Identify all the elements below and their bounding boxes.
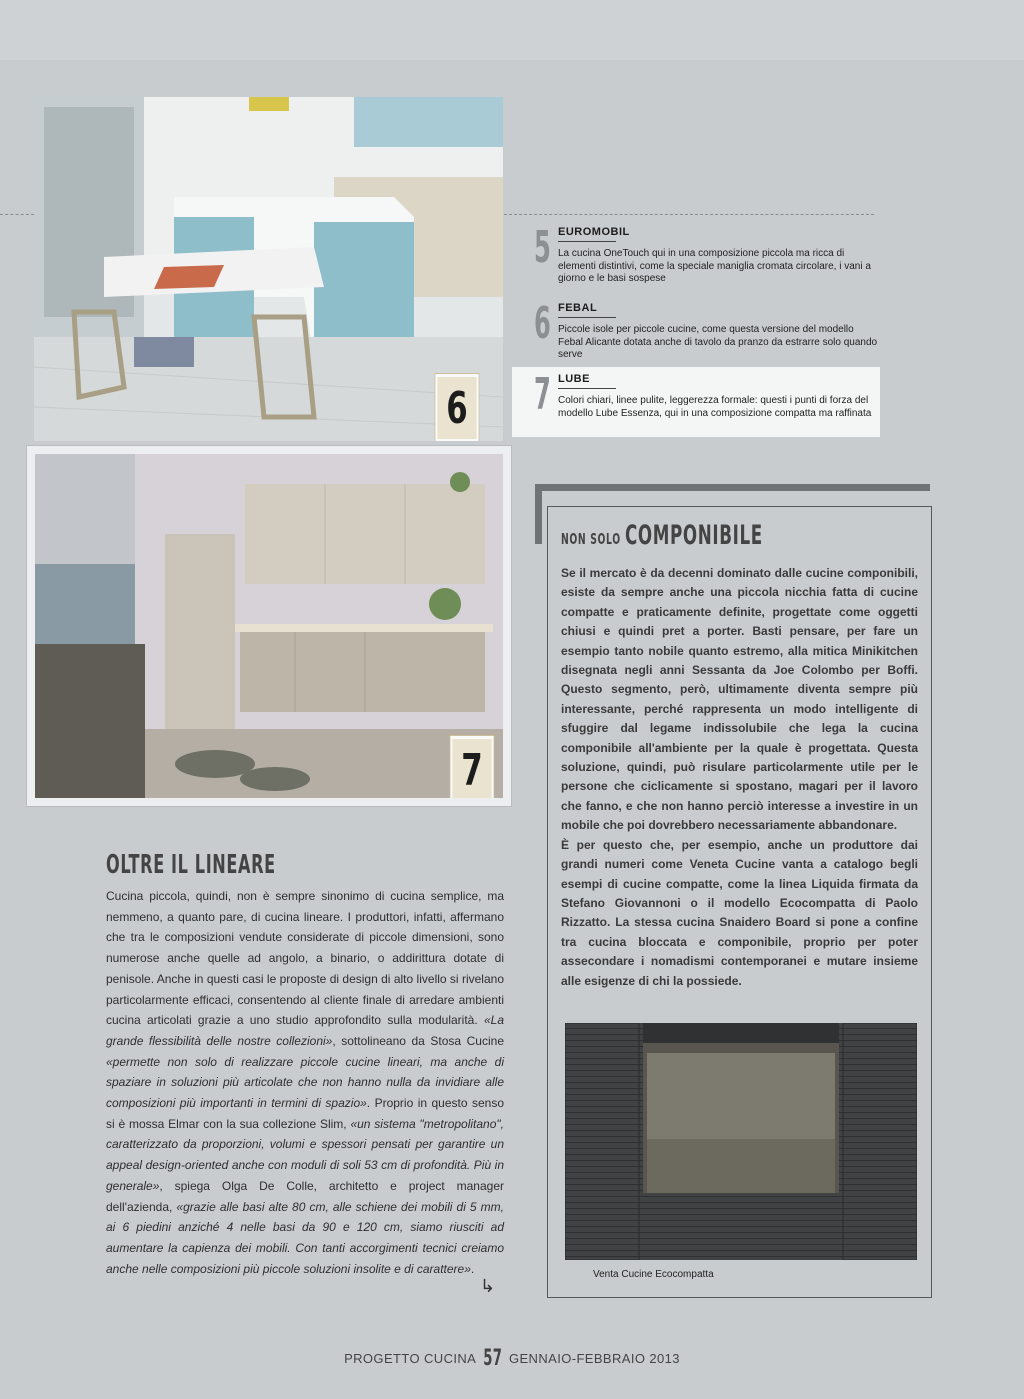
sidebar-heading-big: COMPONIBILE: [625, 520, 764, 551]
photo-febal-kitchen: [34, 97, 503, 441]
article-text: , spiega Olga De Colle, architetto e project manager dell'azienda,: [106, 1178, 504, 1214]
article-quote: «La grande flessibilità delle nostre collezioni»: [106, 1013, 504, 1048]
article-intro: Cucina piccola, quindi, non è sempre sinonimo di cucina semplice, ma nemmeno, a quanto pare, di cucina lineare. I produttori, infatti, affermano che tra le composizioni vendute considerate di piccole dimensioni, sono numerose anche quelle ad angolo, a binario, o addirittura dotate di penisole. Anche in questi casi le proposte di design di alto livello si rivelano particolarmente efficaci, consentendo al cliente finale di arredare ambienti cucina articolati grazie a uno studio approfondito sulla modularità.: [106, 889, 504, 1028]
article-paragraph: [106, 886, 504, 1279]
caption-euromobil: [534, 222, 874, 288]
dotted-guide-right: [504, 214, 874, 215]
caption-number: 7: [534, 369, 551, 420]
caption-rule: [558, 241, 616, 242]
sidebar-body: [561, 564, 918, 991]
sidebar-top-bar: [535, 484, 930, 491]
caption-text: Colori chiari, linee pulite, leggerezza formale: questi i punti di forza del modello Lube Essenza, qui in una composizione compatta ma raffinata: [558, 395, 872, 419]
caption-text: La cucina OneTouch qui in una composizione piccola ma ricca di elementi distintivi, come la speciale maniglia cromata circolare, i vani a giorno e le basi sospese: [558, 248, 871, 284]
article-quote: «grazie alle basi alte 80 cm, alle schiene dei mobili di 5 mm, ai 6 piedini anziché 4 nelle basi da 90 e 120 cm, siamo riusciti ad aumentare la capienza dei mobili. Con tanti accorgimenti tecnici creiamo anche nelle composizioni più piccole soluzioni insolite e di carattere»: [106, 1199, 504, 1276]
page-footer: [0, 1346, 1024, 1371]
photo-number-badge: 6: [435, 374, 478, 441]
sidebar-heading-small: NON SOLO: [561, 530, 621, 548]
page-top-strip: [0, 0, 1024, 60]
febal-kitchen-illustration: [34, 97, 503, 441]
image-caption: Venta Cucine Ecocompatta: [593, 1269, 714, 1280]
sidebar-paragraph: Se il mercato è da decenni dominato dalle cucine componibili, esiste da sempre anche una piccola nicchia fatta di cucine compatte e praticamente definite, progettate come oggetti chiusi e quindi pret a porter. Basti pensare, per fare un esempio tanto nobile quanto estremo, alla mitica Minikitchen disegnata negli anni Sessanta da Joe Colombo per Boffi. Questo segmento, però, ultimamente diventa sempre più interessante, perché rappresenta un modo intelligente di sfuggire dal legame indissolubile che lega la cucina componibile all'ambiente per la quale è progettata. Questa soluzione, quindi, può risulare particolarmente utile per le persone che ciclicamente si spostano, magari per il lavoro che fanno, e che non hanno perciò interesse a investire in un mobile che poi dovrebbero necessariamente abbandonare.: [561, 566, 918, 833]
continue-arrow-icon: ↳: [480, 1276, 496, 1296]
caption-brand: FEBAL: [558, 302, 598, 314]
article-text: .: [470, 1261, 475, 1276]
caption-text: Piccole isole per piccole cucine, come questa versione del modello Febal Alicante dotata anche di tavolo da pranzo da estrarre solo quando serve: [558, 324, 878, 360]
caption-rule: [558, 317, 616, 318]
footer-issue: GENNAIO-FEBBRAIO 2013: [508, 1351, 680, 1366]
article-heading: OLTRE IL LINEARE: [106, 850, 276, 880]
lube-kitchen-image: [35, 454, 503, 798]
ecocompatta-illustration: [565, 1023, 917, 1260]
footer-page-number: 57: [482, 1346, 502, 1371]
dotted-guide-left: [0, 214, 34, 215]
photo-lube-kitchen: [27, 446, 511, 806]
lube-kitchen-illustration: [35, 454, 503, 798]
article-quote: «permette non solo di realizzare piccole cucine lineari, ma anche di spaziare in soluzioni più articolate che non hanno nulla da invidiare alle composizioni più importanti in termini di spazio»: [106, 1054, 504, 1111]
caption-number: 6: [534, 298, 551, 349]
article-quote: «un sistema "metropolitano", caratterizzato da proporzioni, volumi e spessori pensati per garantire un appeal design-oriented anche con moduli di soli 53 cm di profondità. Più in generale»: [106, 1116, 504, 1193]
sidebar-heading: [561, 520, 848, 551]
article-text: , sottolineano da Stosa Cucine: [332, 1033, 504, 1048]
caption-number: 5: [534, 222, 551, 273]
photo-number-badge: 7: [450, 736, 493, 798]
caption-brand: LUBE: [558, 373, 590, 385]
footer-magazine: PROGETTO CUCINA: [344, 1351, 476, 1366]
caption-brand: EUROMOBIL: [558, 226, 630, 238]
article-body: [106, 886, 504, 1279]
sidebar-left-bar: [535, 484, 542, 544]
article-text: . Proprio in questo senso si è mossa Elmar con la sua collezione Slim,: [106, 1096, 504, 1131]
caption-rule: [558, 388, 616, 389]
caption-febal: [534, 298, 878, 364]
caption-lube: [534, 369, 874, 435]
photo-ecocompatta: [565, 1023, 917, 1260]
sidebar-paragraph: È per questo che, per esempio, anche un produttore dai grandi numeri come Veneta Cucine vanta a catalogo begli esempi di cucine compatte, come la linea Liquida firmata da Stefano Giovannoni o il modello Ecocompatta di Paolo Rizzatto. La stessa cucina Snaidero Board si pone a confine tra cucina bloccata e componibile, proprio per poter assecondare i nomadismi contemporanei e mutare insieme alle esigenze di chi la possiede.: [561, 837, 918, 988]
